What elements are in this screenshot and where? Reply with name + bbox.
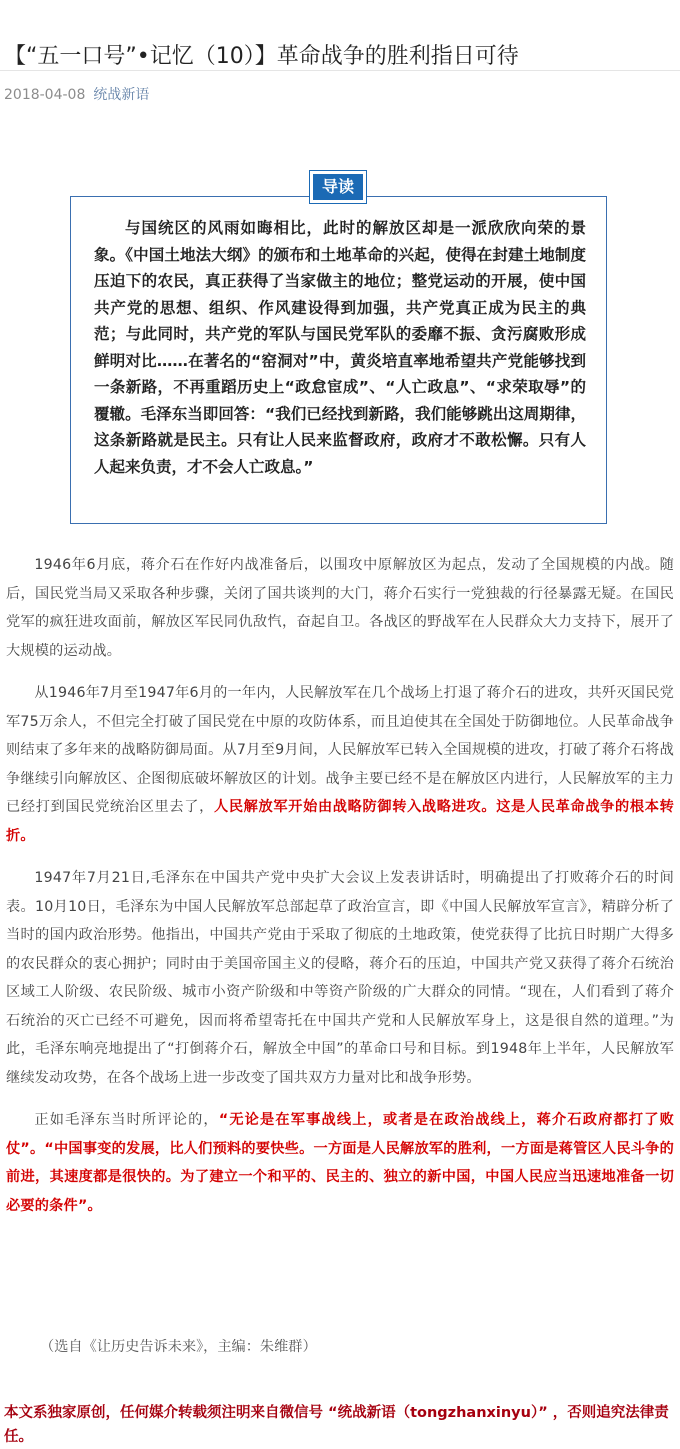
paragraph-4	[6, 1106, 674, 1220]
paragraph-3: 1947年7月21日,毛泽东在中国共产党中央扩大会议上发表讲话时，明确提出了打败蒋介石的时间表。10月10日，毛泽东为中国人民解放军总部起草了政治宣言，即《中国人民解放军宣言》，精辟分析了当时的国内政治形势。他指出，中国共产党由于采取了彻底的土地政策，使党获得了比抗日时期广大得多的农民群众的衷心拥护；同时由于美国帝国主义的侵略，蒋介石的压迫，中国共产党又获得了蒋介石统治区域工人阶级、农民阶级、城市小资产阶级和中等资产阶级的广大群众的同情。“现在，人们看到了蒋介石统治的灭亡已经不可避免，因而将希望寄托在中国共产党和人民解放军身上，这是很自然的道理。”为此，毛泽东响亮地提出了“打倒蒋介石，解放全中国”的革命口号和目标。到1948年上半年，人民解放军继续发动攻势，在各个战场上进一步改变了国共双方力量对比和战争形势。	[6, 870, 674, 1086]
guide-box	[70, 196, 607, 524]
guide-tag-label: 导读	[313, 174, 363, 200]
publish-date: 2018-04-08	[4, 87, 86, 103]
copyright-notice: 本文系独家原创，任何媒介转载须注明来自微信号 “统战新语（tongzhanxinyu）” ，否则追究法律责任。	[4, 1405, 669, 1445]
paragraph-4-text: 正如毛泽东当时所评论的，	[34, 1112, 219, 1128]
account-link[interactable]: 统战新语	[93, 87, 150, 103]
article-meta	[4, 84, 149, 104]
paragraph-4-emphasis: “无论是在军事战线上，或者是在政治战线上，蒋介石政府都打了败仗”。“中国事变的发展，比人们预料的要快些。一方面是人民解放军的胜利，一方面是蒋管区人民斗争的前进，其速度都是很快的。为了建立一个和平的、民主的、独立的新中国，中国人民应当迅速地准备一切必要的条件”。	[6, 1112, 675, 1214]
title-divider	[0, 70, 680, 71]
article-title: 【“五一口号”•记忆（10）】革命战争的胜利指日可待	[4, 43, 519, 69]
paragraph-2	[6, 679, 674, 850]
guide-tag	[309, 170, 367, 204]
paragraph-2-emphasis: 人民解放军开始由战略防御转入战略进攻。这是人民革命战争的根本转折。	[6, 799, 674, 844]
guide-text: 与国统区的风雨如晦相比，此时的解放区却是一派欣欣向荣的景象。《中国土地法大纲》的颁布和土地革命的兴起，使得在封建土地制度压迫下的农民，真正获得了当家做主的地位；整党运动的开展，使中国共产党的思想、组织、作风建设得到加强，共产党真正成为民主的典范；与此同时，共产党的军队与国民党军队的委靡不振、贪污腐败形成鲜明对比……在著名的“窑洞对”中，黄炎培直率地希望共产党能够找到一条新路，不再重蹈历史上“政怠宦成”、“人亡政息”、“求荣取辱”的覆辙。毛泽东当即回答：“我们已经找到新路，我们能够跳出这周期律，这条新路就是民主。只有让人民来监督政府，政府才不敢松懈。只有人人起来负责，才不会人亡政息。”	[94, 219, 586, 476]
paragraph-1: 1946年6月底，蒋介石在作好内战准备后，以围攻中原解放区为起点，发动了全国规模的内战。随后，国民党当局又采取各种步骤，关闭了国共谈判的大门，蒋介石实行一党独裁的行径暴露无疑。在国民党军的疯狂进攻面前，解放区军民同仇敌忾，奋起自卫。各战区的野战军在人民群众大力支持下，展开了大规模的运动战。	[6, 557, 674, 659]
source-note: （选自《让历史告诉未来》，主编：朱维群）	[40, 1339, 317, 1355]
paragraph-2-text: 从1946年7月至1947年6月的一年内，人民解放军在几个战场上打退了蒋介石的进攻，共歼灭国民党军75万余人，不但完全打破了国民党在中原的攻防体系，而且迫使其在全国处于防御地位。人民革命战争则结束了多年来的战略防御局面。从7月至9月间，人民解放军已转入全国规模的进攻，打破了蒋介石将战争继续引向解放区、企图彻底破坏解放区的计划。战争主要已经不是在解放区内进行，人民解放军的主力已经打到国民党统治区里去了，	[6, 685, 674, 815]
article-body	[6, 551, 674, 1234]
